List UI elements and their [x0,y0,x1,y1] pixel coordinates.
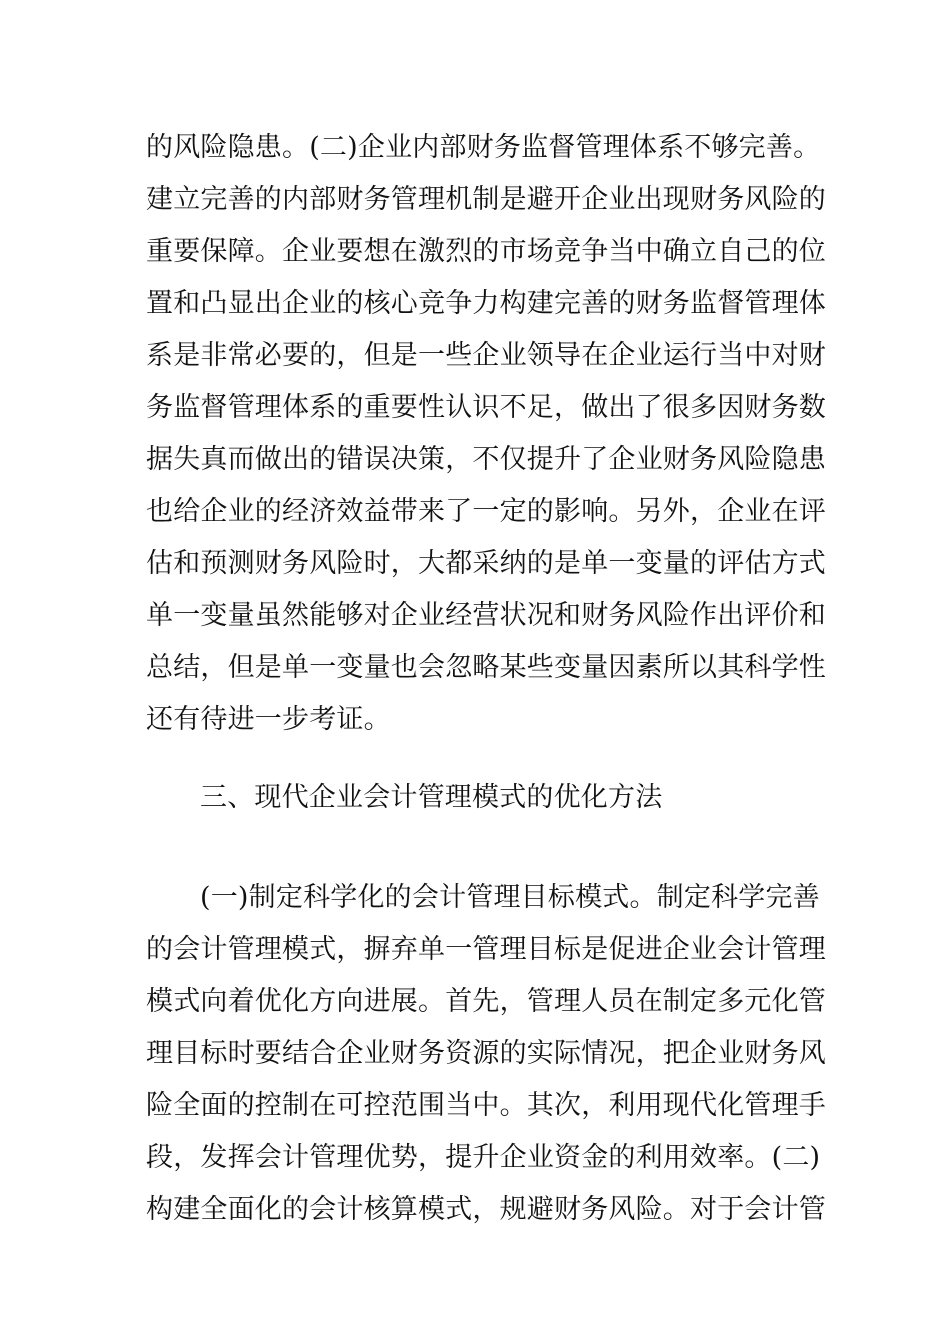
paragraph-2-line-4: 理目标时要结合企业财务资源的实际情况，把企业财务风 [146,1038,826,1069]
paragraph-2-line-5: 险全面的控制在可控范围当中。其次，利用现代化管理手 [146,1090,826,1121]
paragraph-1-line-1: 的风险隐患。(二)企业内部财务监督管理体系不够完善。 [146,132,821,163]
paragraph-2-line-7: 构建全面化的会计核算模式，规避财务风险。对于会计管 [146,1194,826,1225]
paragraph-1-line-11: 总结，但是单一变量也会忽略某些变量因素所以其科学性 [146,652,826,683]
paragraph-2-line-1: (一)制定科学化的会计管理目标模式。制定科学完善 [200,882,820,913]
paragraph-1-line-2: 建立完善的内部财务管理机制是避开企业出现财务风险的 [146,184,826,215]
paragraph-1-line-9: 估和预测财务风险时，大都采纳的是单一变量的评估方式 [146,548,826,579]
paragraph-2-line-2: 的会计管理模式，摒弃单一管理目标是促进企业会计管理 [146,934,826,965]
paragraph-1-line-10: 单一变量虽然能够对企业经营状况和财务风险作出评价和 [146,600,826,631]
paragraph-1-line-12: 还有待进一步考证。 [146,704,391,735]
section-heading: 三、现代企业会计管理模式的优化方法 [200,782,663,813]
paragraph-1-line-5: 系是非常必要的，但是一些企业领导在企业运行当中对财 [146,340,826,371]
paragraph-1-line-4: 置和凸显出企业的核心竞争力构建完善的财务监督管理体 [146,288,826,319]
paragraph-2-line-3: 模式向着优化方向进展。首先，管理人员在制定多元化管 [146,986,826,1017]
paragraph-1-line-7: 据失真而做出的错误决策，不仅提升了企业财务风险隐患 [146,444,826,475]
paragraph-1-line-8: 也给企业的经济效益带来了一定的影响。另外，企业在评 [146,496,826,527]
paragraph-1-line-6: 务监督管理体系的重要性认识不足，做出了很多因财务数 [146,392,826,423]
paragraph-1-line-3: 重要保障。企业要想在激烈的市场竞争当中确立自己的位 [146,236,826,267]
paragraph-2-line-6: 段，发挥会计管理优势，提升企业资金的利用效率。(二) [146,1142,821,1173]
